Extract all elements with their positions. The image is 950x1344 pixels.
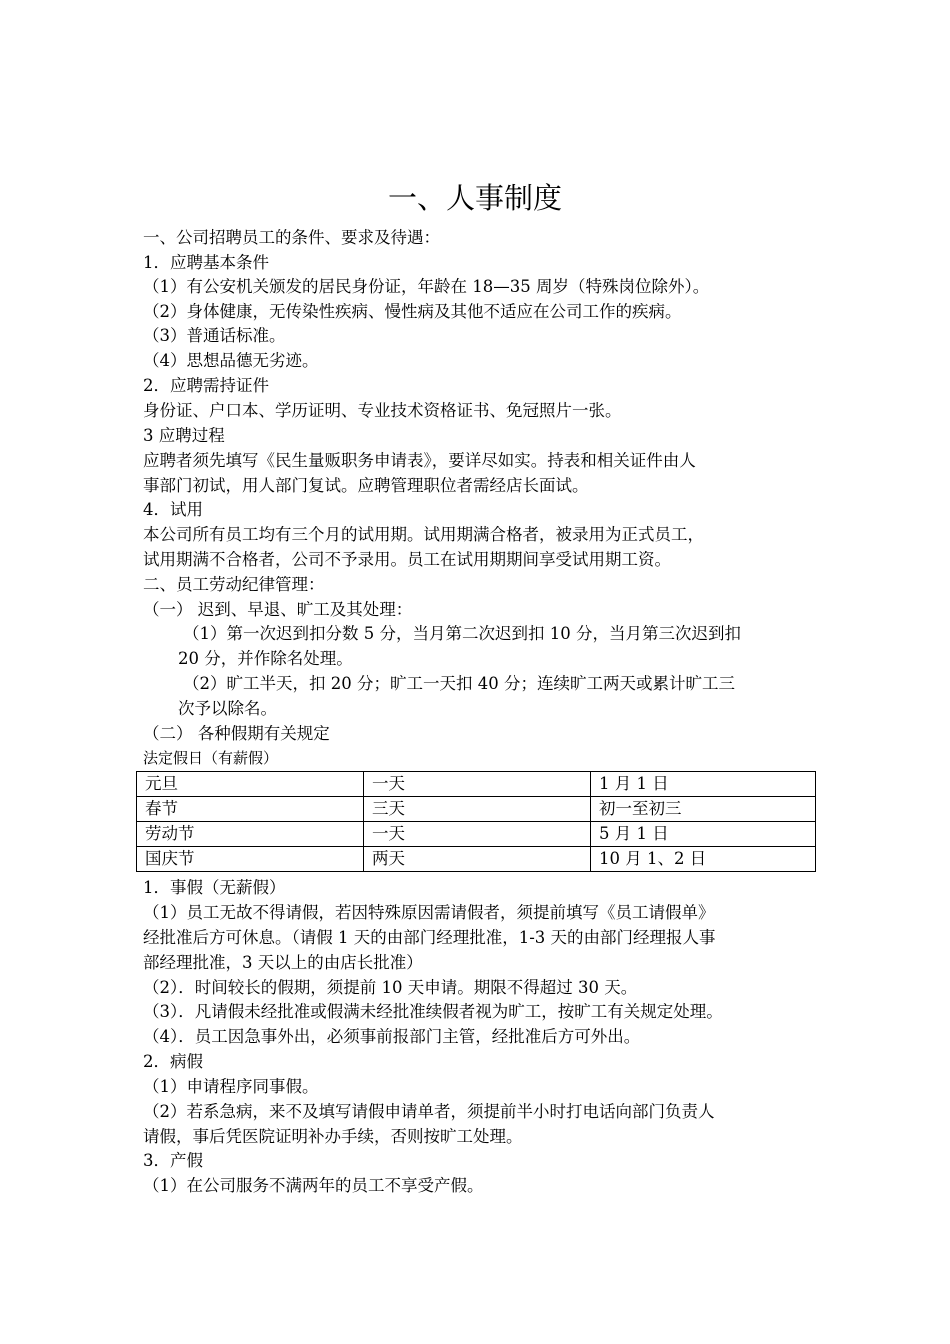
paragraph-line: 请假，事后凭医院证明补办手续，否则按旷工处理。 <box>143 1127 523 1146</box>
paragraph-line: 身份证、户口本、学历证明、专业技术资格证书、免冠照片一张。 <box>143 401 622 420</box>
paragraph-line: （1）有公安机关颁发的居民身份证，年龄在 18—35 周岁（特殊岗位除外）。 <box>143 277 710 296</box>
paragraph-line: 事部门初试，用人部门复试。应聘管理职位者需经店长面试。 <box>143 476 589 495</box>
paragraph-line: （2）若系急病，来不及填写请假申请单者，须提前半小时打电话向部门负责人 <box>143 1102 715 1121</box>
section-heading: 二、员工劳动纪律管理： <box>143 575 325 594</box>
subsection-heading: 2．病假 <box>143 1052 203 1071</box>
paragraph-line: （1）在公司服务不满两年的员工不享受产假。 <box>143 1176 484 1195</box>
holiday-name-cell: 春节 <box>137 797 364 822</box>
holiday-date-cell: 1 月 1 日 <box>591 772 816 797</box>
holiday-date-cell: 5 月 1 日 <box>591 822 816 847</box>
holiday-table <box>136 771 816 872</box>
subsection-heading: （二） 各种假期有关规定 <box>143 724 330 743</box>
paragraph-line: 本公司所有员工均有三个月的试用期。试用期满合格者，被录用为正式员工， <box>143 525 704 544</box>
holiday-duration-cell: 一天 <box>364 772 591 797</box>
holiday-duration-cell: 两天 <box>364 847 591 872</box>
subsection-heading: 3．产假 <box>143 1151 203 1170</box>
paragraph-line: （2）身体健康，无传染性疾病、慢性病及其他不适应在公司工作的疾病。 <box>143 302 682 321</box>
section-heading: 一、公司招聘员工的条件、要求及待遇： <box>143 228 440 247</box>
paragraph-line: （2）旷工半天，扣 20 分；旷工一天扣 40 分；连续旷工两天或累计旷工三 <box>183 674 735 693</box>
paragraph-line: 次予以除名。 <box>178 699 277 718</box>
subsection-heading: 3 应聘过程 <box>143 426 225 445</box>
holiday-date-cell: 初一至初三 <box>591 797 816 822</box>
paragraph-line: 应聘者须先填写《民生量贩职务申请表》，要详尽如实。持表和相关证件由人 <box>143 451 696 470</box>
holiday-date-cell: 10 月 1、2 日 <box>591 847 816 872</box>
subsection-heading: （一） 迟到、早退、旷工及其处理： <box>143 600 413 619</box>
holiday-name-cell: 元旦 <box>137 772 364 797</box>
paragraph-line: （4）思想品德无劣迹。 <box>143 351 319 370</box>
holiday-name-cell: 劳动节 <box>137 822 364 847</box>
paragraph-line: 20 分，并作除名处理。 <box>178 649 353 668</box>
paragraph-line: （2）．时间较长的假期，须提前 10 天申请。期限不得超过 30 天。 <box>143 978 638 997</box>
paragraph-line: （3）普通话标准。 <box>143 326 286 345</box>
paragraph-line: 试用期满不合格者，公司不予录用。员工在试用期期间享受试用期工资。 <box>143 550 671 569</box>
paragraph-line: 经批准后方可休息。（请假 1 天的由部门经理批准，1-3 天的由部门经理报人事 <box>143 928 716 947</box>
table-caption: 法定假日（有薪假） <box>143 749 279 767</box>
table-row <box>137 797 816 822</box>
holiday-duration-cell: 三天 <box>364 797 591 822</box>
holiday-duration-cell: 一天 <box>364 822 591 847</box>
table-row <box>137 822 816 847</box>
subsection-heading: 4．试用 <box>143 500 203 519</box>
paragraph-line: （1）员工无故不得请假，若因特殊原因需请假者，须提前填写《员工请假单》 <box>143 903 715 922</box>
subsection-heading: 1．事假（无薪假） <box>143 878 286 897</box>
paragraph-line: 部经理批准，3 天以上的由店长批准） <box>143 953 423 972</box>
holiday-name-cell: 国庆节 <box>137 847 364 872</box>
subsection-heading: 1．应聘基本条件 <box>143 253 269 272</box>
paragraph-line: （4）．员工因急事外出，必须事前报部门主管，经批准后方可外出。 <box>143 1027 641 1046</box>
table-row <box>137 847 816 872</box>
paragraph-line: （1）申请程序同事假。 <box>143 1077 319 1096</box>
page-title: 一、人事制度 <box>387 181 562 215</box>
subsection-heading: 2．应聘需持证件 <box>143 376 269 395</box>
paragraph-line: （3）．凡请假未经批准或假满未经批准续假者视为旷工，按旷工有关规定处理。 <box>143 1002 723 1021</box>
paragraph-line: （1）第一次迟到扣分数 5 分，当月第二次迟到扣 10 分，当月第三次迟到扣 <box>183 624 741 643</box>
table-row <box>137 772 816 797</box>
